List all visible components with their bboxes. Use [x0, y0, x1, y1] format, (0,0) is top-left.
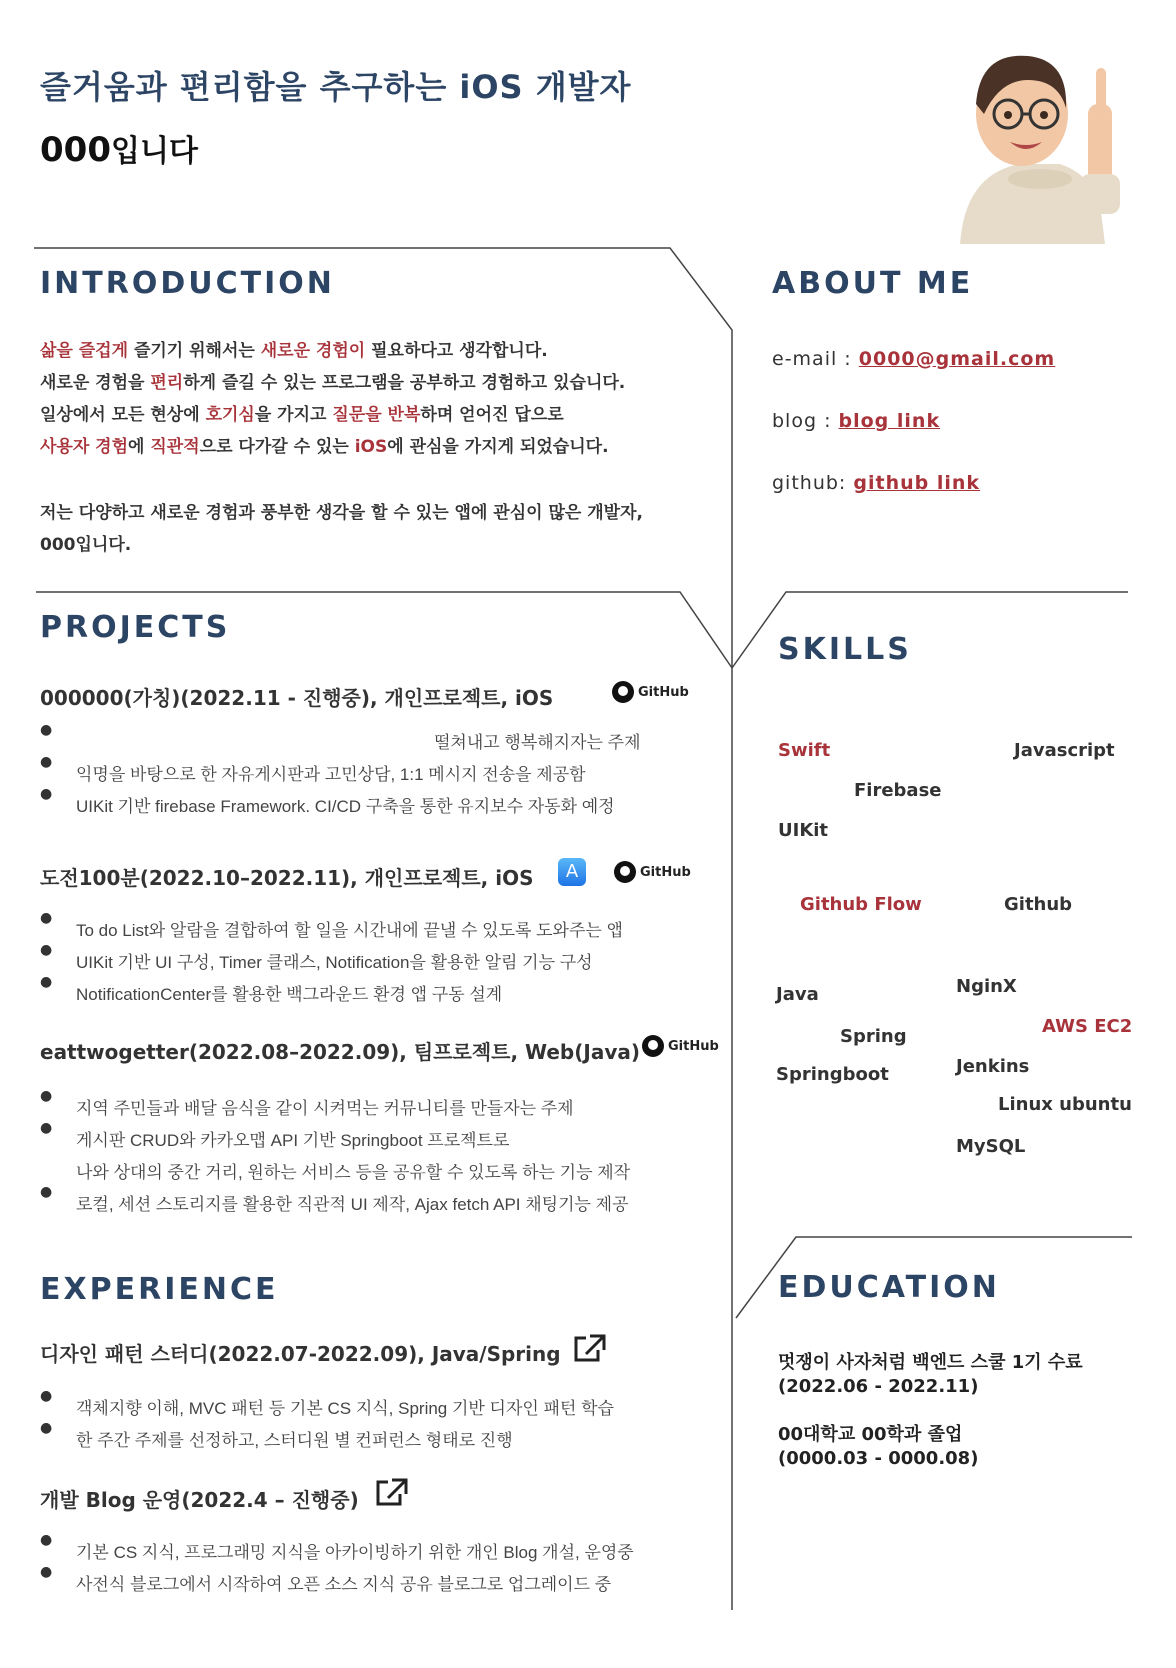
education-item-2-period: (0000.03 - 0000.08) — [778, 1448, 979, 1469]
introduction-closing-2: 000입니다. — [40, 535, 132, 555]
body-text: 하게 즐길 수 있는 프로그램을 공부하고 경험하고 있습니다. — [183, 373, 626, 393]
skill-swift: Swift — [778, 740, 831, 761]
github-icon — [614, 861, 636, 883]
skill-jenkins: Jenkins — [956, 1056, 1030, 1077]
bullet-icon: ● — [40, 1420, 53, 1436]
page-title: 즐거움과 편리함을 추구하는 iOS 개발자 — [40, 68, 632, 106]
blog-link[interactable]: blog link — [838, 410, 941, 432]
bullet-icon: ● — [40, 1564, 53, 1580]
email-label: e-mail : — [772, 348, 859, 370]
body-text: 새로운 경험을 — [40, 373, 151, 393]
section-heading-introduction: INTRODUCTION — [40, 266, 335, 301]
github-link-button[interactable] — [612, 681, 689, 703]
body-text: 으로 다가갈 수 있는 — [199, 437, 355, 457]
github-profile-link[interactable]: github link — [853, 472, 981, 494]
github-row — [772, 472, 980, 494]
section-heading-skills: SKILLS — [778, 632, 912, 667]
skill-linux-ubuntu: Linux ubuntu — [998, 1094, 1132, 1115]
body-text: 필요하다고 생각합니다. — [365, 341, 548, 361]
body-text: 에 — [128, 437, 151, 457]
section-heading-education: EDUCATION — [778, 1270, 1000, 1305]
bullet-icon: ● — [40, 1088, 53, 1104]
skill-github: Github — [1004, 894, 1073, 915]
skill-aws-ec2: AWS EC2 — [1042, 1016, 1133, 1037]
experience-title: 개발 Blog 운영(2022.4 – 진행중) — [40, 1488, 359, 1512]
github-label: github: — [772, 472, 854, 494]
bullet-icon: ● — [40, 910, 53, 926]
experience-title: 디자인 패턴 스터디(2022.07-2022.09), Java/Spring — [40, 1342, 561, 1366]
list-item: 로컬, 세션 스토리지를 활용한 직관적 UI 제작, Ajax fetch API 채팅기능 제공 — [76, 1195, 629, 1214]
introduction-line — [40, 432, 609, 457]
body-text: 에 관심을 가지게 되었습니다. — [387, 437, 609, 457]
list-item: UIKit 기반 UI 구성, Timer 클래스, Notification을 활용한 알림 기능 구성 — [76, 953, 593, 972]
education-item-1-period: (2022.06 - 2022.11) — [778, 1376, 979, 1397]
list-item: 지역 주민들과 배달 음식을 같이 시켜먹는 커뮤니티를 만들자는 주제 — [76, 1099, 574, 1118]
education-item-1-name: 멋쟁이 사자처럼 백엔드 스쿨 1기 수료 — [778, 1352, 1083, 1373]
skill-nginx: NginX — [956, 976, 1017, 997]
bullet-icon: ● — [40, 974, 53, 990]
email-row — [772, 348, 1055, 370]
bullet-icon: ● — [40, 1184, 53, 1200]
github-link-button[interactable] — [614, 861, 691, 883]
github-icon — [612, 681, 634, 703]
project-title: 000000(가칭)(2022.11 - 진행중), 개인프로젝트, iOS — [40, 686, 554, 710]
skill-uikit: UIKit — [778, 820, 829, 841]
list-item: 기본 CS 지식, 프로그래밍 지식을 아카이빙하기 위한 개인 Blog 개설, 운영중 — [76, 1543, 634, 1562]
project-title: 도전100분(2022.10–2022.11), 개인프로젝트, iOS — [40, 866, 534, 890]
introduction-line — [40, 336, 548, 361]
github-label: GitHub — [668, 1038, 719, 1054]
highlight-text: iOS — [354, 437, 388, 457]
skill-spring: Spring — [840, 1026, 907, 1047]
section-heading-about-me: ABOUT ME — [772, 266, 974, 301]
bullet-icon: ● — [40, 754, 53, 770]
skill-java: Java — [776, 984, 819, 1005]
skill-github-flow: Github Flow — [800, 894, 922, 915]
bullet-icon: ● — [40, 1532, 53, 1548]
list-item: 게시판 CRUD와 카카오맵 API 기반 Springboot 프로젝트로 — [76, 1131, 510, 1150]
list-item: NotificationCenter를 활용한 백그라운드 환경 앱 구동 설계 — [76, 985, 503, 1004]
name-suffix: 입니다 — [110, 134, 198, 169]
email-link[interactable]: 0000@gmail.com — [858, 348, 1056, 370]
list-item: 사전식 블로그에서 시작하여 오픈 소스 지식 공유 블로그로 업그레이드 중 — [76, 1575, 612, 1594]
introduction-line — [40, 368, 625, 393]
introduction-line — [40, 400, 564, 425]
skill-javascript: Javascript — [1014, 740, 1115, 761]
list-item: To do List와 알람을 결합하여 할 일을 시간내에 끝낼 수 있도록 도와주는 앱 — [76, 921, 623, 940]
blog-row — [772, 410, 940, 432]
github-link-button[interactable] — [642, 1035, 719, 1057]
external-link-icon[interactable] — [572, 1334, 606, 1364]
skill-springboot: Springboot — [776, 1064, 889, 1085]
github-icon — [642, 1035, 664, 1057]
highlight-text: 질문을 반복 — [332, 405, 421, 425]
section-heading-projects: PROJECTS — [40, 610, 231, 645]
highlight-text: 편리 — [150, 373, 184, 393]
highlight-text: 새로운 경험이 — [260, 341, 366, 361]
github-label: GitHub — [638, 684, 689, 700]
highlight-text: 직관적 — [150, 437, 200, 457]
name-placeholder: 000 — [40, 130, 111, 170]
list-item-continuation: 나와 상대의 중간 거리, 원하는 서비스 등을 공유할 수 있도록 하는 기능 제작 — [76, 1163, 631, 1182]
list-item: 한 주간 주제를 선정하고, 스터디원 별 컨퍼런스 형태로 진행 — [76, 1431, 513, 1450]
education-item-2-name: 00대학교 00학과 졸업 — [778, 1424, 963, 1445]
list-item: 익명을 바탕으로 한 자유게시판과 고민상담, 1:1 메시지 전송을 제공함 — [76, 765, 586, 784]
bullet-icon: ● — [40, 1120, 53, 1136]
highlight-text: 호기심 — [205, 405, 255, 425]
project-title: eattwogetter(2022.08–2022.09), 팀프로젝트, Web(Java) — [40, 1040, 640, 1064]
bullet-icon: ● — [40, 1388, 53, 1404]
highlight-text: 삶을 즐겁게 — [40, 341, 129, 361]
external-link-icon[interactable] — [374, 1478, 408, 1508]
introduction-closing-1: 저는 다양하고 새로운 경험과 풍부한 생각을 할 수 있는 앱에 관심이 많은 개발자, — [40, 503, 643, 523]
github-label: GitHub — [640, 864, 691, 880]
list-item: 떨쳐내고 행복해지자는 주제 — [434, 733, 641, 752]
skill-firebase: Firebase — [854, 780, 942, 801]
app-store-icon[interactable]: A — [558, 858, 586, 886]
list-item: UIKit 기반 firebase Framework. CI/CD 구축을 통한 유지보수 자동화 예정 — [76, 797, 615, 816]
bullet-icon: ● — [40, 722, 53, 738]
section-heading-experience: EXPERIENCE — [40, 1272, 279, 1307]
blog-label: blog : — [772, 410, 839, 432]
body-text: 을 가지고 — [254, 405, 333, 425]
list-item: 객체지향 이해, MVC 패턴 등 기본 CS 지식, Spring 기반 디자인 패턴 학습 — [76, 1399, 614, 1418]
bullet-icon: ● — [40, 942, 53, 958]
skill-mysql: MySQL — [956, 1136, 1026, 1157]
bullet-icon: ● — [40, 786, 53, 802]
body-text: 하며 얻어진 답으로 — [420, 405, 564, 425]
body-text: 즐기기 위해서는 — [128, 341, 261, 361]
highlight-text: 사용자 경험 — [40, 437, 129, 457]
body-text: 일상에서 모든 현상에 — [40, 405, 206, 425]
